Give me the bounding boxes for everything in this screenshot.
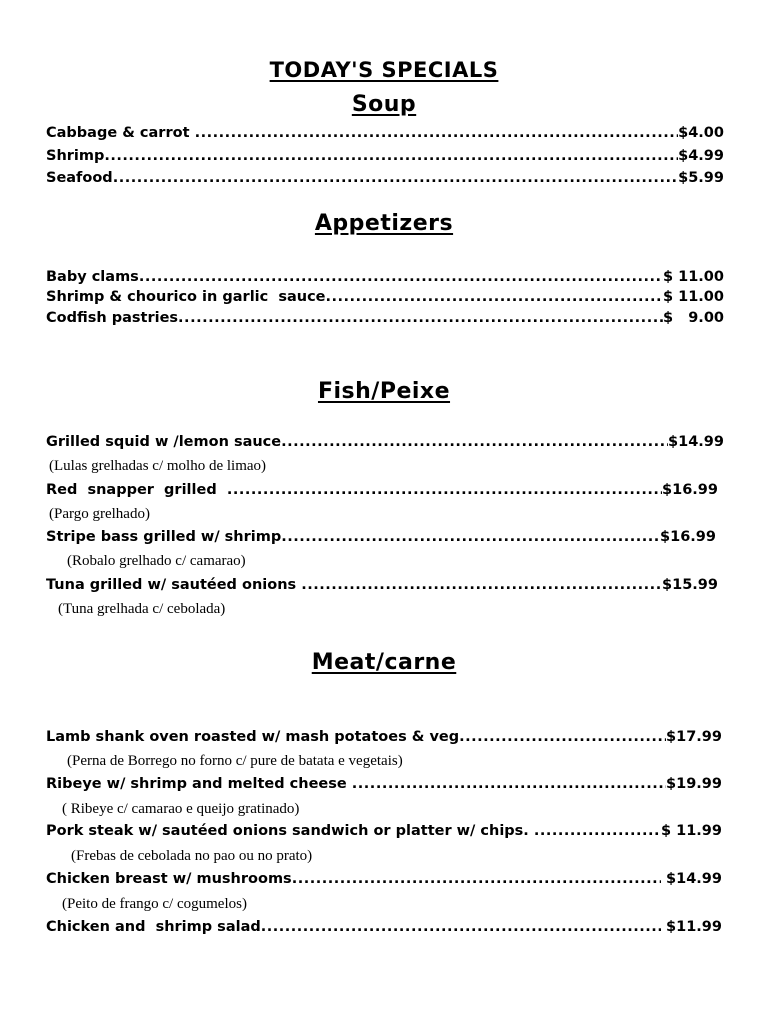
item-name: Chicken and shrimp salad [46, 919, 261, 935]
dot-leader [104, 148, 678, 164]
menu-title: TODAY'S SPECIALS [269, 58, 499, 82]
item-translation: (Frebas de cebolada no pao ou no prato) [71, 848, 313, 864]
item-translation: (Tuna grelhada c/ cebolada) [58, 601, 226, 617]
item-price: $ 11.99 [660, 823, 722, 839]
dot-leader [113, 170, 678, 186]
item-price: $5.99 [678, 170, 724, 186]
item-name: Grilled squid w /lemon sauce [46, 434, 282, 450]
menu-item-shrimp-soup [46, 148, 724, 164]
item-price: $16.99 [662, 482, 718, 498]
item-price: $ 9.00 [662, 310, 724, 326]
item-price: $4.00 [678, 125, 724, 141]
menu-item-shrimp-chourico [46, 289, 724, 305]
dot-leader [178, 310, 663, 326]
item-price: $17.99 [666, 729, 722, 745]
item-name: Pork steak w/ sautéed onions sandwich or platter w/ chips. [46, 823, 534, 839]
menu-item-red-snapper [46, 482, 718, 498]
menu-item-pork-steak [46, 823, 722, 839]
menu-item-tuna-grilled [46, 577, 718, 593]
dot-leader [139, 269, 663, 285]
item-translation: ( Ribeye c/ camarao e queijo gratinado) [62, 801, 300, 817]
dot-leader [281, 529, 660, 545]
dot-leader [352, 776, 666, 792]
section-title-fish: Fish/Peixe [317, 379, 451, 404]
item-name: Stripe bass grilled w/ shrimp [46, 529, 282, 545]
item-translation: (Peito de frango c/ cogumelos) [62, 896, 247, 912]
item-price: $11.99 [660, 919, 722, 935]
item-name: Shrimp [46, 148, 105, 164]
dot-leader [292, 871, 661, 887]
dot-leader [195, 125, 679, 141]
dot-leader [534, 823, 661, 839]
menu-item-ribeye [46, 776, 722, 792]
menu-item-seafood-soup [46, 170, 724, 186]
item-translation: (Perna de Borrego no forno c/ pure de batata e vegetais) [67, 753, 403, 769]
menu-item-baby-clams [46, 269, 724, 285]
item-translation: (Pargo grelhado) [49, 506, 150, 522]
item-name: Red snapper grilled [46, 482, 227, 498]
menu-item-cabbage-carrot-soup [46, 125, 724, 141]
item-name: Chicken breast w/ mushrooms [46, 871, 292, 887]
item-price: $15.99 [662, 577, 718, 593]
section-title-meat: Meat/carne [311, 650, 457, 675]
item-name: Ribeye w/ shrimp and melted cheese [46, 776, 352, 792]
item-name: Cabbage & carrot [46, 125, 195, 141]
dot-leader [459, 729, 666, 745]
menu-item-lamb-shank [46, 729, 722, 745]
item-price: $4.99 [678, 148, 724, 164]
item-name: Seafood [46, 170, 113, 186]
item-price: $16.99 [660, 529, 716, 545]
item-name: Baby clams [46, 269, 139, 285]
menu-item-chicken-breast [46, 871, 722, 887]
dot-leader [227, 482, 662, 498]
item-price: $14.99 [668, 434, 724, 450]
menu-item-codfish-pastries [46, 310, 724, 326]
item-price: $14.99 [660, 871, 722, 887]
item-name: Shrimp & chourico in garlic sauce [46, 289, 326, 305]
dot-leader [261, 919, 661, 935]
section-title-soup: Soup [351, 92, 417, 117]
item-name: Codfish pastries [46, 310, 179, 326]
menu-item-grilled-squid [46, 434, 724, 450]
item-translation: (Lulas grelhadas c/ molho de limao) [49, 458, 267, 474]
dot-leader [301, 577, 662, 593]
item-name: Tuna grilled w/ sautéed onions [46, 577, 302, 593]
item-price: $ 11.00 [662, 269, 724, 285]
item-price: $ 11.00 [662, 289, 724, 305]
item-translation: (Robalo grelhado c/ camarao) [67, 553, 246, 569]
dot-leader [326, 289, 663, 305]
menu-item-stripe-bass [46, 529, 716, 545]
item-name: Lamb shank oven roasted w/ mash potatoes & veg [46, 729, 460, 745]
item-price: $19.99 [666, 776, 722, 792]
section-title-appetizers: Appetizers [314, 211, 454, 236]
menu-item-chicken-shrimp-salad [46, 919, 722, 935]
dot-leader [281, 434, 668, 450]
